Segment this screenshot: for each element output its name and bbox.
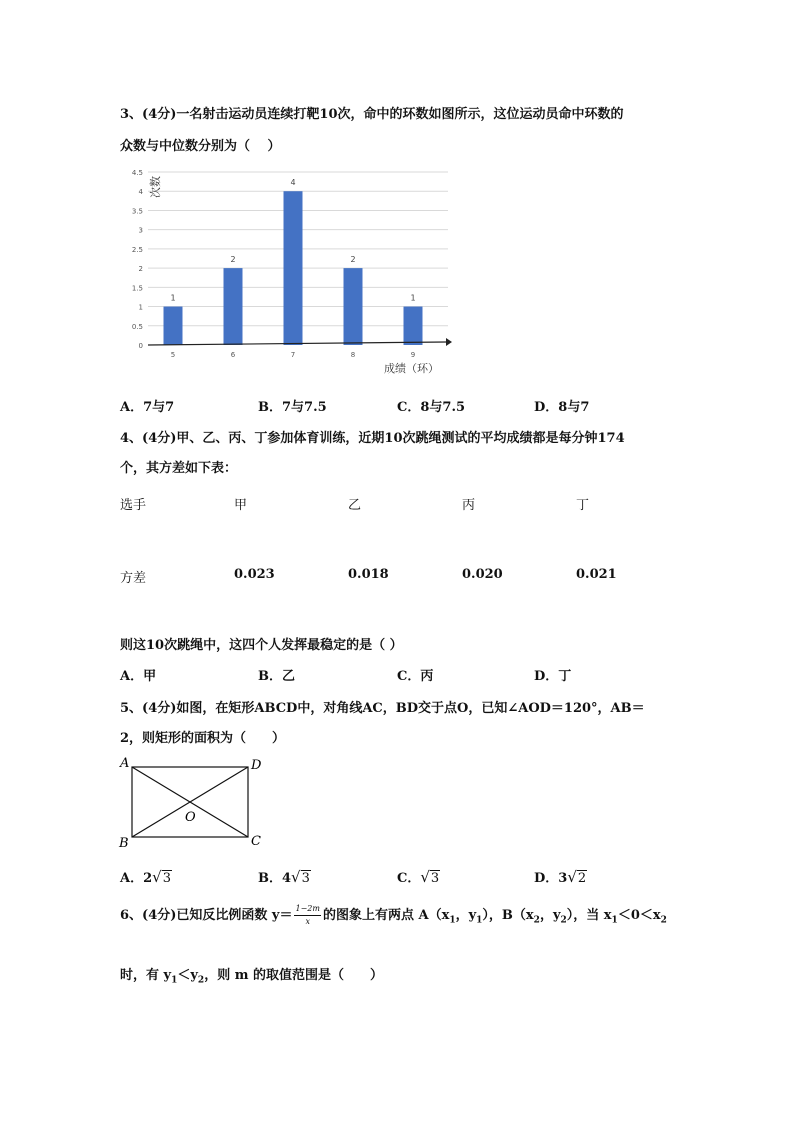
radical-sign: √ [420,868,430,886]
fraction-denominator: x [305,917,310,926]
chart-data-label: 2 [230,255,236,265]
q3-option-d[interactable]: D．8与7 [534,400,590,415]
sqrt-expression [152,868,172,886]
q3-bar-chart [118,160,458,380]
q4-option-d[interactable]: D．丁 [534,669,572,684]
table-header-cell: 选手 [120,498,147,513]
sqrt-expression [420,868,440,886]
option-prefix: D．3 [534,871,568,886]
chart-x-tick-label: 5 [170,351,176,359]
chart-x-tick-label: 7 [290,351,296,359]
sqrt-expression [567,868,587,886]
subscript: 1 [449,915,456,926]
q5-rectangle-diagram [115,755,275,855]
chart-x-axis-arrow [446,338,452,346]
chart-data-label: 1 [170,293,176,303]
q6-text: ＜y [177,968,198,983]
chart-data-label: 4 [290,178,296,188]
chart-y-tick-label: 1 [138,303,143,312]
q5-stem-line2: 2，则矩形的面积为（ ） [120,731,286,746]
subscript: 1 [476,915,483,926]
chart-y-tick-labels [132,169,144,350]
chart-y-tick-label: 4 [138,188,143,197]
chart-y-tick-label: 0.5 [131,322,143,331]
chart-bar [164,307,183,345]
q6-stem-line2 [120,964,383,986]
chart-x-tick-label: 8 [350,351,356,359]
radicand: 3 [430,871,440,886]
q5-stem-line1: 5、(4分)如图，在矩形ABCD中，对角线AC，BD交于点O，已知∠AOD＝120°，AB＝ [120,701,645,716]
q6-text: ，y [539,908,561,923]
q6-text: 时，有 y [120,968,172,983]
radical-sign: √ [291,868,301,886]
option-prefix: A．2 [120,871,153,886]
q3-option-a[interactable]: A．7与7 [120,400,175,415]
q6-stem-line1 [120,903,667,928]
table-cell-value: 0.018 [348,567,389,582]
table-cell-value: 0.023 [234,567,275,582]
option-prefix: B．4 [258,871,292,886]
q3-stem-line1: 3、(4分)一名射击运动员连续打靶10次，命中的环数如图所示，这位运动员命中环数的 [120,107,624,122]
center-label-o: O [185,810,196,825]
table-header-cell: 丁 [576,498,590,513]
option-prefix: C． [397,871,421,886]
chart-data-label: 2 [350,255,356,265]
chart-y-tick-label: 1.5 [131,284,143,293]
chart-bar [224,268,243,345]
chart-y-tick-label: 4.5 [131,169,143,177]
q5-option-d[interactable] [534,867,587,886]
q6-text: ），当 x [566,908,612,923]
table-cell-value: 0.021 [576,567,617,582]
q5-option-b[interactable] [258,867,311,886]
subscript: 2 [560,915,567,926]
radicand: 3 [162,871,171,886]
table-header-cell: 乙 [348,498,362,513]
radicand: 3 [301,871,310,886]
subscript: 1 [611,915,618,926]
q6-text: ＜0＜x [617,908,661,923]
chart-y-tick-label: 2 [138,265,143,274]
vertex-label-b: B [119,836,129,851]
q3-option-b[interactable]: B．7与7.5 [258,400,327,415]
table-row-label: 方差 [120,571,147,586]
chart-y-tick-label: 3 [138,226,143,235]
table-header-cell: 丙 [462,498,476,513]
q4-stem-line2: 个，其方差如下表： [120,461,238,476]
q3-stem-line2: 众数与中位数分别为（ ） [120,139,281,154]
sqrt-expression [291,868,311,886]
radical-sign: √ [567,868,577,886]
subscript: 2 [533,915,540,926]
q5-option-a[interactable] [120,867,172,886]
vertex-label-a: A [120,756,130,771]
fraction-numerator: 1−2m [294,903,320,916]
vertex-label-d: D [251,758,262,773]
subscript: 1 [171,975,178,986]
chart-bar [344,268,363,345]
chart-data-label: 1 [410,293,416,303]
subscript: 2 [660,915,667,926]
q6-text: ，y [455,908,477,923]
chart-x-axis-label: 成绩（环） [384,362,439,375]
chart-bar [284,191,303,345]
chart-y-axis-label: 次数 [149,176,162,198]
table-cell-value: 0.020 [462,567,503,582]
q4-option-c[interactable]: C．丙 [397,669,434,684]
subscript: 2 [197,975,205,986]
chart-y-tick-label: 2.5 [131,245,143,254]
chart-x-tick-labels [171,351,415,359]
radical-sign: √ [152,868,162,886]
q4-stem-line1: 4、(4分)甲、乙、丙、丁参加体育训练，近期10次跳绳测试的平均成绩都是每分钟174 [120,431,625,446]
chart-y-tick-label: 0 [138,342,143,350]
chart-x-tick-label: 6 [230,351,236,359]
q6-text: 6、(4分)已知反比例函数 y＝ [120,908,293,923]
q4-option-b[interactable]: B．乙 [258,669,295,684]
chart-y-tick-label: 3.5 [131,207,143,216]
chart-bar [404,307,423,345]
chart-x-tick-label: 9 [410,351,416,359]
q5-option-c[interactable] [397,867,440,886]
q3-option-c[interactable]: C．8与7.5 [397,400,466,415]
q6-text: ），B（x [482,908,534,923]
q6-text: 的图象上有两点 A（x [322,908,450,923]
q4-question: 则这10次跳绳中，这四个人发挥最稳定的是（ ） [120,638,403,653]
vertex-label-c: C [251,834,261,849]
q4-option-a[interactable]: A．甲 [120,669,157,684]
table-header-cell: 甲 [234,498,248,513]
radicand: 2 [577,871,587,886]
fraction [294,903,320,928]
q6-text: ，则 m 的取值范围是（ ） [204,968,383,983]
